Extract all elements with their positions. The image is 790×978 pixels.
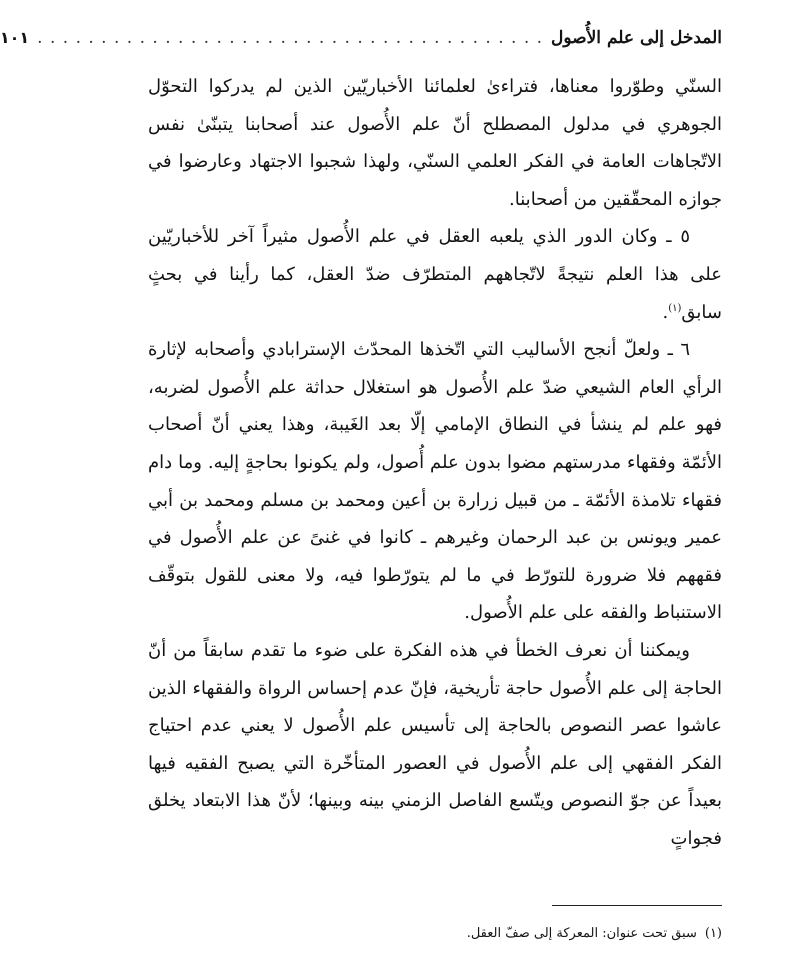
running-title: المدخل إلى علم الأُصول <box>551 28 722 48</box>
footnote-text: سبق تحت عنوان: المعركة إلى صفّ العقل. <box>466 926 697 941</box>
running-header <box>0 28 722 58</box>
footnote-reference[interactable]: (١) <box>668 302 682 314</box>
paragraph-4: ويمكننا أن نعرف الخطأ في هذه الفكرة على ضوء ما تقدم سابقاً من أنّ الحاجة إلى علم الأُصول حاجة تأريخية، فإنّ عدم إحساس الرواة والفقهاء الذين عاشوا عصر النصوص بالحاجة إلى تأسيس علم الأُصول لا يعني عدم احتياج الفكر الفقهي إلى علم الأُصول في العصور المتأخّرة التي يصبح الفقيه فيها بعيداً عن جوّ النصوص ويتّسع الفاصل الزمني بينه وبينها؛ لأنّ هذا الابتعاد يخلق فجواتٍ <box>148 639 722 849</box>
paragraph-3: ٦ ـ ولعلّ أنجح الأساليب التي اتّخذها المحدّث الإسترابادي وأصحابه لإثارة الرأي العام الشيعي ضدّ علم الأُصول هو استغلال حداثة علم الأُصول لضربه، فهو علم لم ينشأ في النطاق الإمامي إلّا بعد الغَيبة، وهذا يعني أنّ أصحاب الأئمّة وفقهاء مدرستهم مضوا بدون علم أُصول، ولم يكونوا بحاجةٍ إليه. وما دام فقهاء تلامذة الأئمّة ـ من قبيل زرارة بن أعين ومحمد بن مسلم ومحمد بن أبي عمير ويونس بن عبد الرحمان وغيرهم ـ كانوا في غنىً عن علم الأُصول في فقههم فلا ضرورة للتورّط في ما لم يتورّطوا فيه، ولا معنى للقول بتوقّف الاستنباط والفقه على علم الأُصول. <box>148 339 722 624</box>
paragraph-2-end: . <box>662 301 669 323</box>
page-number: ١٠١ <box>0 28 30 47</box>
footnote-divider <box>552 905 722 906</box>
paragraph-2-text: ٥ ـ وكان الدور الذي يلعبه العقل في علم الأُصول مثيراً آخر للأخباريّين على هذا العلم نتيجةً لاتّجاههم المتطرّف ضدّ العقل، كما رأينا في بحثٍ سابق <box>148 226 722 323</box>
body-text <box>148 68 722 857</box>
paragraph-1: السنّي وطوّروا معناها، فتراءىٰ لعلمائنا الأخباريّين الذين لم يدركوا التحوّل الجوهري في مدلول المصطلح أنّ علم الأُصول عند أصحابنا يتبنّىٰ نفس الاتّجاهات العامة في الفكر العلمي السنّي، ولهذا شجبوا الاجتهاد وعارضوا في جوازه المحقّقين من أصحابنا. <box>148 76 722 210</box>
footnote-number: (١) <box>704 926 722 941</box>
paragraph-2 <box>148 218 722 331</box>
footnote <box>148 924 722 944</box>
leader-dots: . . . . . . . . . . . . . . . . . . . . . . . . . . . . . . . . . . . . . . . . <box>37 28 544 48</box>
